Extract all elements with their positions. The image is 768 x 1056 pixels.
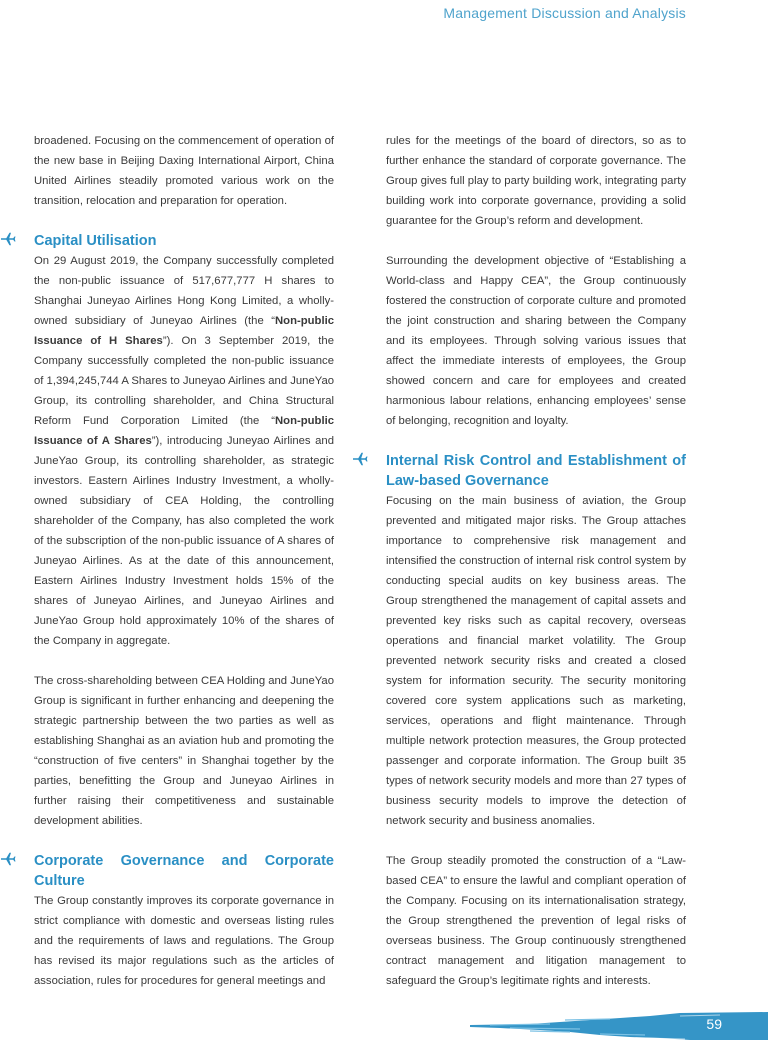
culture-paragraph: Surrounding the development objective of “Establishing a World-class and Happy CEA”, the Group continuously fostered the construction of corporate culture and promoted the joint construction and sharing between the Company and its employees. Through solving various issues that affect the immediate interests of employees, the Group showed concern and care for employees and created harmonious labour relations, enhancing employees’ sense of belonging, recognition and loyalty.	[386, 255, 686, 427]
defined-term: Non-public Issuance of H Shares	[34, 315, 334, 347]
risk-paragraph-1: Focusing on the main business of aviation, the Group prevented and mitigated major risks. The Group attaches importance to comprehensive risk management and intensified the construction of internal risk control system by conducting special audits on key business areas. The Group strengthened the management of capital assets and prevented key risks such as capital recovery, overseas operations and financial market volatility. The Group prevented network security risks and created a closed system for information security. The security monitoring covered core system applications such as marketing, services, operations and flight maintenance. Through multiple network protection measures, the Group protected passenger and corporate information. The Group built 35 types of network security models and more than 27 types of business security models to improve the detection of network security and business anomalies.	[386, 495, 686, 827]
section-corporate-governance	[34, 851, 334, 991]
intro-paragraph: broadened. Focusing on the commencement of operation of the new base in Beijing Daxing International Airport, China United Airlines steadily promoted various work on the transition, relocation and preparation for operation.	[34, 135, 334, 207]
footer-brush-bar	[470, 1010, 768, 1042]
page-number: 59	[706, 1016, 722, 1032]
capital-paragraph-1	[34, 251, 334, 651]
defined-term: Non-public Issuance of A Shares	[34, 415, 334, 447]
risk-paragraph-2: The Group steadily promoted the construction of a “Law-based CEA” to ensure the lawful and compliant operation of the Company. Focusing on its internationalisation strategy, the Group strengthened the prevention of legal risks of overseas business. The Group continuously strengthened contract management and litigation management to safeguard the Group’s legitimate rights and interests.	[386, 855, 686, 987]
airplane-icon	[352, 451, 368, 467]
text-run: ”), introducing Juneyao Airlines and JuneYao Group, its controlling shareholder, as strategic investors. Eastern Airlines Industry Investment, a wholly-owned subsidiary of CEA Holding, the controlling shareholder of the Company, has also completed the work of the subscription of the non-public issuance of A shares of Juneyao Airlines. As at the date of this announcement, Eastern Airlines Industry Investment holds 15% of the shares of Juneyao Airlines, and Juneyao Airlines and JuneYao Group hold approximately 10% of the shares of the Company in aggregate.	[34, 435, 334, 647]
airplane-icon	[0, 231, 16, 247]
running-header: Management Discussion and Analysis	[443, 5, 686, 21]
section-heading: Internal Risk Control and Establishment of Law-based Governance	[386, 453, 686, 489]
governance-paragraph-1: The Group constantly improves its corporate governance in strict compliance with domestic and overseas listing rules and the requirements of laws and regulations. The Group has revised its major regulations such as the articles of association, rules for procedures for general meetings and	[34, 895, 334, 987]
section-internal-risk	[386, 451, 686, 991]
text-run: On 29 August 2019, the Company successfully completed the non-public issuance of 517,677,777 H shares to Shanghai Juneyao Airlines Hong Kong Limited, a wholly-owned subsidiary of Juneyao Airlines (the “	[34, 255, 334, 327]
capital-paragraph-2: The cross-shareholding between CEA Holding and JuneYao Group is significant in further enhancing and deepening the strategic partnership between the two parties as well as establishing Shanghai as an aviation hub and promoting the “construction of five centers” in Shanghai together by the parties, benefitting the Group and Juneyao Airlines in further raising their competitiveness and sustainable development abilities.	[34, 675, 334, 827]
right-column	[386, 131, 686, 991]
left-column	[34, 131, 334, 991]
text-run: ”). On 3 September 2019, the Company successfully completed the non-public issuance of 1,394,245,744 A Shares to Juneyao Airlines and JuneYao Group, its controlling shareholder, and China Structural Reform Fund Corporation Limited (the “	[34, 335, 335, 427]
section-heading: Corporate Governance and Corporate Culture	[34, 853, 334, 889]
airplane-icon	[0, 851, 16, 867]
governance-continued-paragraph: rules for the meetings of the board of directors, so as to further enhance the standard of corporate governance. The Group gives full play to party building work, integrating party building work into corporate governance, providing a solid guarantee for the Group’s reform and development.	[386, 135, 686, 227]
section-heading: Capital Utilisation	[34, 233, 157, 249]
section-capital-utilisation	[34, 231, 334, 831]
